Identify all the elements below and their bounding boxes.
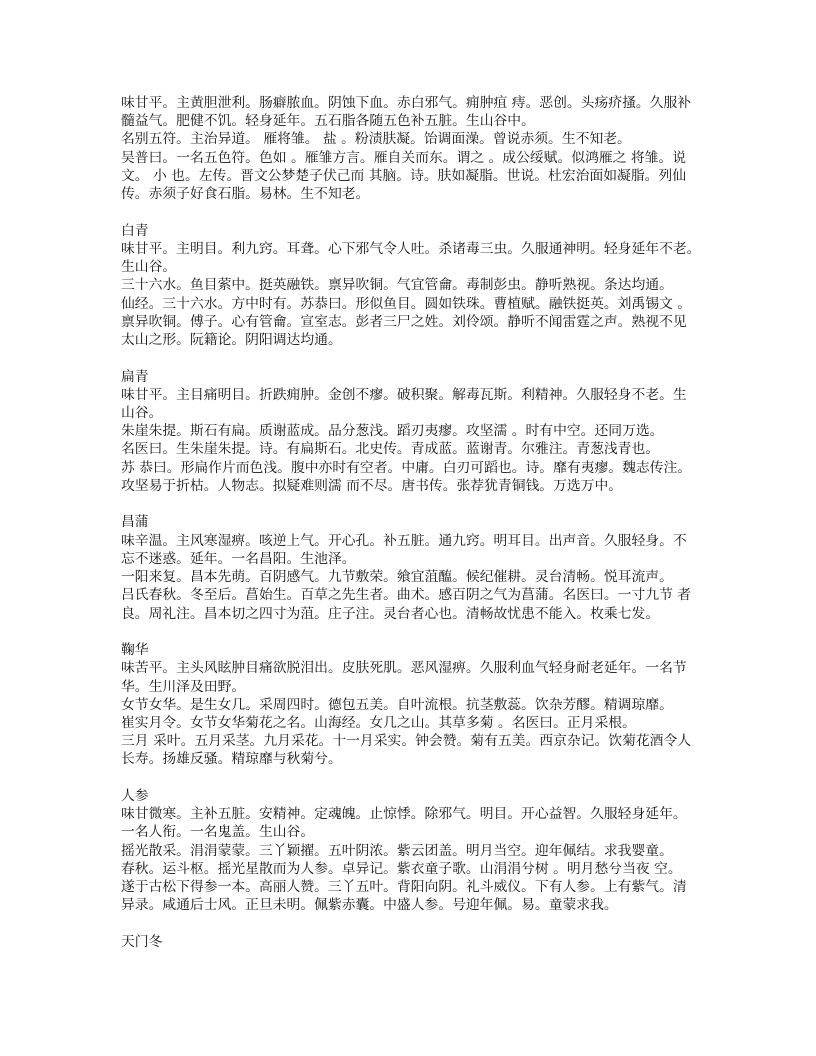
section-heading: 扁青 <box>121 368 149 385</box>
text-line: 春秋。运斗枢。摇光星散而为人参。卓异记。紫衣童子歌。山涓涓兮树 。明月愁兮当夜 空。 <box>121 860 682 877</box>
text-line: 味辛温。主风寒湿痹。咳逆上气。开心孔。补五脏。通九窍。明耳目。出声音。久服轻身。不 <box>121 532 687 549</box>
paragraph-gap <box>121 769 721 787</box>
paragraph-gap <box>121 495 721 513</box>
text-line: 遂于古松下得参一本。高丽人赞。三丫五叶。背阳向阴。礼斗威仪。下有人参。上有紫气。清 <box>121 879 687 896</box>
paragraph-gap <box>121 915 721 933</box>
text-line: 味甘微寒。主补五脏。安精神。定魂魄。止惊悸。除邪气。明目。开心益智。久服轻身延年。 <box>121 806 687 823</box>
text-line: 仙经。三十六水。方中时有。苏恭曰。形似鱼目。圆如铁珠。曹植赋。融铁挺英。刘禹锡文 。 <box>121 295 692 312</box>
document-page <box>121 94 721 951</box>
section-heading: 白青 <box>121 222 149 239</box>
text-line: 味甘平。主明目。利九窍。耳聋。心下邪气令人吐。杀诸毒三虫。久服通神明。轻身延年不老。 <box>121 240 701 257</box>
text-line: 长寿。扬雄反骚。精琼靡与秋菊兮。 <box>121 751 342 768</box>
text-line: 名医曰。生朱崖朱提。诗。有扁斯石。北史传。青成蓝。蓝谢青。尔雅注。青葱浅青也。 <box>121 441 660 458</box>
text-line: 女节女华。是生女几。采周四时。德包五美。自叶流根。抗茎敷蕊。饮杂芳醪。精调琼靡。 <box>121 696 673 713</box>
text-line: 禀异吹铜。傅子。心有管龠。宣室志。彭者三尸之姓。刘伶颂。静听不闻雷霆之声。熟视不见 <box>121 313 687 330</box>
text-line: 异录。咸通后士风。正旦未明。佩紫赤囊。中盛人参。号迎年佩。易。童蒙求我。 <box>121 897 618 914</box>
text-line: 文。 小 也。左传。晋文公梦楚子伏己而 其脑。诗。肤如凝脂。世说。杜宏治面如凝脂。列仙 <box>121 167 687 184</box>
text-line: 味苦平。主头风眩肿目痛欲脱泪出。皮肤死肌。恶风湿痹。久服利血气轻身耐老延年。一名节 <box>121 660 687 677</box>
text-line: 山谷。 <box>121 404 163 421</box>
paragraph-gap <box>121 623 721 641</box>
section-heading: 鞠华 <box>121 642 149 659</box>
text-line: 吴普曰。一名五色符。色如 。雁雏方言。雁自关而东。谓之 。成公绥赋。似鸿雁之 将雏。说 <box>121 149 687 166</box>
text-line: 忘不迷惑。延年。一名昌阳。生池泽。 <box>121 550 356 567</box>
text-line: 一阳来复。昌本先萌。百阴感气。九节敷荣。飨宜菹醢。候纪催耕。灵台清畅。悦耳流声。 <box>121 569 673 586</box>
text-line: 三十六水。鱼目萦中。挺英融铁。禀异吹铜。气宜管龠。毒制彭虫。静听熟视。条达均通。 <box>121 277 673 294</box>
paragraph-gap <box>121 203 721 221</box>
text-line: 吕氏春秋。冬至后。菖始生。百草之先生者。曲术。感百阴之气为菖蒲。名医曰。一寸九节 者 <box>121 587 692 604</box>
section-heading: 天门冬 <box>121 933 163 950</box>
text-line: 太山之形。阮籍论。阴阳调达均通。 <box>121 332 342 349</box>
text-line: 三月 采叶。五月采茎。九月采花。十一月采实。钟会赞。菊有五美。西京杂记。饮菊花酒令人 <box>121 733 692 750</box>
text-line: 华。生川泽及田野。 <box>121 678 246 695</box>
text-line: 髓益气。肥健不饥。轻身延年。五石脂各随五色补五脏。生山谷中。 <box>121 113 535 130</box>
section-heading: 昌蒲 <box>121 514 149 531</box>
text-line: 苏 恭曰。形扁作片而色浅。腹中亦时有空者。中庸。白刃可蹈也。诗。靡有夷瘳。魏志传注。 <box>121 459 692 476</box>
text-line: 传。赤须子好食石脂。易林。生不知老。 <box>121 186 370 203</box>
text-line: 一名人衔。一名鬼盖。生山谷。 <box>121 824 315 841</box>
text-line: 良。周礼注。昌本切之四寸为菹。庄子注。灵台者心也。清畅故忧患不能入。枚乘七发。 <box>121 605 660 622</box>
text-line: 攻坚易于折枯。人物志。拟疑难则濡 而不尽。唐书传。张荐犹青铜钱。万选万中。 <box>121 477 623 494</box>
text-line: 朱崖朱提。斯石有扁。质谢蓝成。品分葱浅。蹈刃夷瘳。攻坚濡 。时有中空。还同万选。 <box>121 423 664 440</box>
text-line: 味甘平。主目痛明目。折跌痈肿。金创不瘳。破积聚。解毒瓦斯。利精神。久服轻身不老。生 <box>121 386 687 403</box>
text-line: 崔实月令。女节女华菊花之名。山海经。女几之山。其草多菊 。名医曰。正月采根。 <box>121 714 636 731</box>
section-heading: 人参 <box>121 787 149 804</box>
paragraph-gap <box>121 349 721 367</box>
text-line: 味甘平。主黄胆泄利。肠癖脓血。阴蚀下血。赤白邪气。痈肿疽 痔。恶创。头疡疥搔。久服补 <box>121 95 692 111</box>
text-line: 生山谷。 <box>121 259 177 276</box>
text-line: 摇光散采。涓涓蒙蒙。三丫颖擢。五叶阴浓。紫云团盖。明月当空。迎年佩结。求我婴童。 <box>121 842 673 859</box>
text-line: 名别五符。主治异道。 雁将雏。 盐 。粉渍肤凝。饴调面澡。曾说赤须。生不知老。 <box>121 131 631 148</box>
